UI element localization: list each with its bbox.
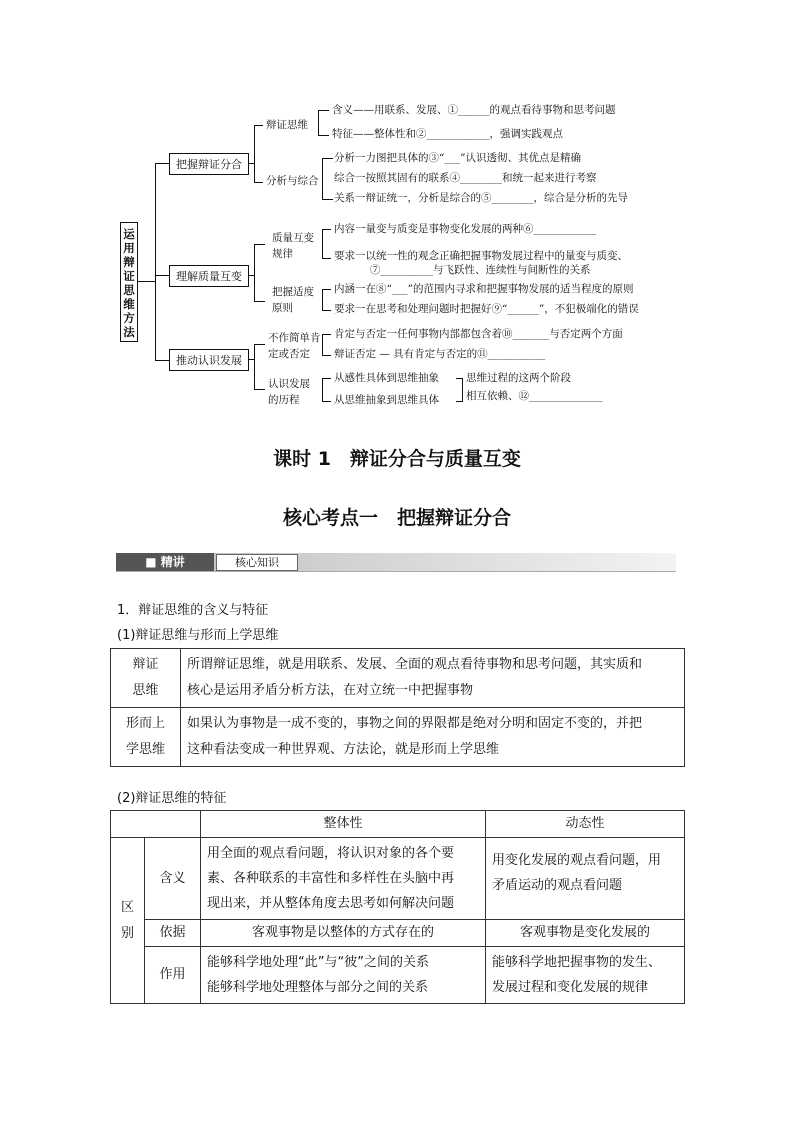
branch-box-tuidong-renshi: 推动认识发展 — [169, 349, 249, 371]
col-header-dongtai: 动态性 — [486, 811, 685, 838]
leaf-text: 内涵一在⑧“___”的范围内寻求和把握事物发展的适当程度的原则 — [334, 283, 634, 295]
cell: 客观事物是以整体的方式存在的 — [201, 920, 486, 947]
table-header-row — [111, 811, 685, 838]
node-renshi-fazhan-licheng: 认识发展 的历程 — [268, 378, 310, 406]
table-row — [111, 838, 685, 920]
row-head: 形而上 学思维 — [111, 708, 181, 767]
table2-caption: (2)辩证思维的特征 — [117, 791, 227, 806]
table-row — [111, 649, 685, 708]
branch-box-bianzheng-fenhe: 把握辩证分合 — [169, 153, 249, 175]
table1-caption: (1)辩证思维与形而上学思维 — [117, 628, 279, 643]
cell: 能够科学地处理“此”与“彼”之间的关系 能够科学地处理整体与部分之间的关系 — [201, 947, 486, 1004]
section-title: 核心考点一 把握辩证分合 — [282, 507, 511, 529]
mindmap-root-label: 运 用 辩 证 思 维 方 法 — [123, 227, 135, 339]
group-label-qubie: 区 别 — [111, 838, 145, 1004]
leaf-text: 相互依赖、⑫______________ — [466, 390, 603, 402]
row-label: 作用 — [145, 947, 201, 1004]
row-head: 辩证 思维 — [111, 649, 181, 708]
cell: 能够科学地把握事物的发生、 发展过程和变化发展的规律 — [486, 947, 685, 1004]
leaf-text: 要求一以统一性的观念正确把握事物发展过程中的量变与质变、 — [334, 250, 628, 262]
table-row — [111, 708, 685, 767]
banner-tag: ■ 精讲 — [116, 553, 214, 571]
leaf-text: 肯定与否定一任何事物内部都包含着⑩_______与否定两个方面 — [334, 328, 623, 340]
node-zhiliang-hubian-guilv-l1: 质量互变 规律 — [272, 232, 314, 260]
cell: 用全面的观点看问题，将认识对象的各个要 素、各种联系的丰富性和多样性在头脑中再 现出来，并从整体角度去思考如何解决问题 — [201, 838, 486, 920]
node-fenxi-zonghe: 分析与综合 — [266, 175, 319, 187]
lesson-title: 课时 1 辩证分合与质量互变 — [273, 448, 521, 470]
cell: 用变化发展的观点看问题，用 矛盾运动的观点看问题 — [486, 838, 685, 920]
leaf-text: 内容一量变与质变是事物变化发展的两种⑥____________ — [334, 223, 597, 235]
leaf-text: 含义——用联系、发展、①______的观点看待事物和思考问题 — [332, 104, 616, 116]
leaf-text: ⑦__________与飞跃性、连续性与间断性的关系 — [370, 264, 591, 276]
banner-label: 核心知识 — [216, 554, 298, 571]
table-row — [111, 947, 685, 1004]
leaf-text: 综合一按照其固有的联系④________和统一起来进行考察 — [334, 172, 597, 184]
cell: 客观事物是变化发展的 — [486, 920, 685, 947]
table-row — [111, 920, 685, 947]
leaf-text: 辩证否定 — 具有肯定与否定的⑪___________ — [334, 348, 546, 360]
table-bianzheng-tezheng — [110, 810, 685, 1004]
leaf-text: 从感性具体到思维抽象 — [334, 372, 439, 384]
leaf-text: 分析一力图把具体的③“___”认识透彻、其优点是精确 — [334, 152, 581, 164]
node-bu-zuo-jiandan: 不作简单肯 定或否定 — [268, 332, 321, 360]
row-label: 含义 — [145, 838, 201, 920]
col-header-zhengti: 整体性 — [201, 811, 486, 838]
leaf-text: 要求一在思考和处理问题时把握好⑨“______”，不犯极端化的错误 — [334, 303, 639, 315]
branch-box-zhiliang-hubian: 理解质量互变 — [169, 265, 249, 287]
point1-heading: 1．辩证思维的含义与特征 — [117, 603, 269, 618]
node-bianzheng-siwei: 辩证思维 — [266, 119, 308, 131]
banner-bar — [116, 553, 676, 572]
mindmap-root — [120, 222, 138, 342]
leaf-text: 特征——整体性和②____________，强调实践观点 — [332, 128, 563, 140]
row-body: 如果认为事物是一成不变的，事物之间的界限都是绝对分明和固定不变的，并把 这种看法变成一种世界观、方法论，就是形而上学思维 — [181, 708, 685, 767]
leaf-text: 关系一辩证统一，分析是综合的⑤________，综合是分析的先导 — [334, 192, 628, 204]
table-bianzheng-vs-xingershang — [110, 648, 685, 767]
row-body: 所谓辩证思维，就是用联系、发展、全面的观点看待事物和思考问题，其实质和 核心是运用矛盾分析方法，在对立统一中把握事物 — [181, 649, 685, 708]
node-bawo-shidu-yuanze: 把握适度 原则 — [272, 286, 314, 314]
leaf-text: 从思维抽象到思维具体 — [334, 394, 439, 406]
row-label: 依据 — [145, 920, 201, 947]
leaf-text: 思维过程的这两个阶段 — [466, 372, 571, 384]
